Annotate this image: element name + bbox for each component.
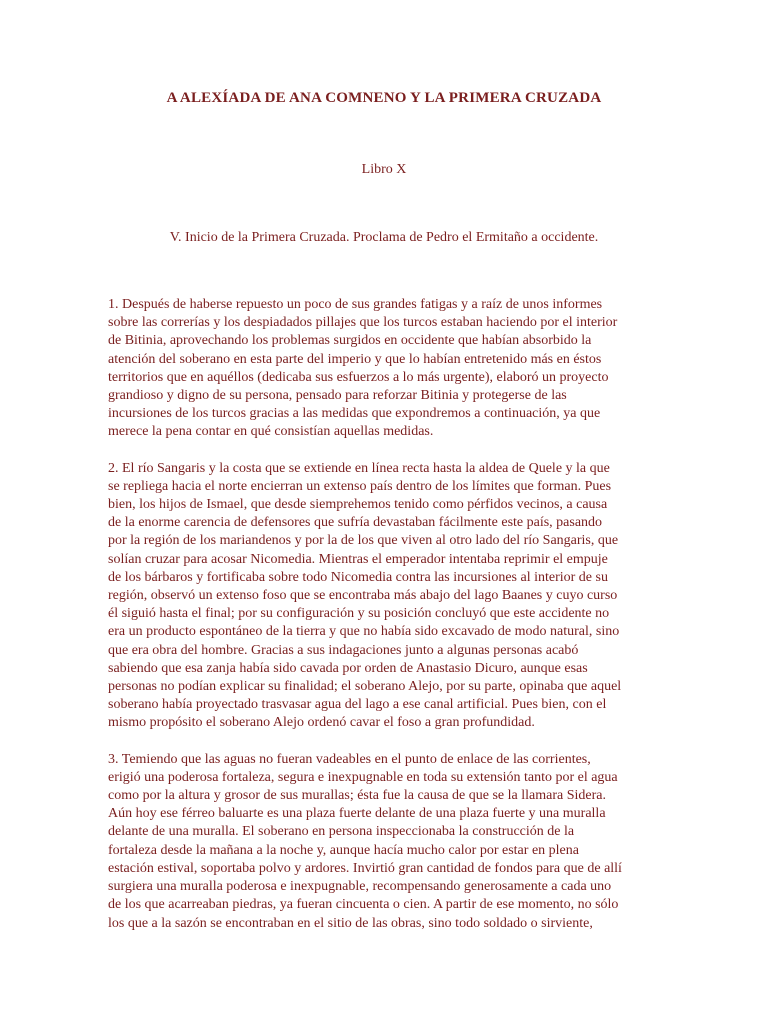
paragraph-line: 2. El río Sangaris y la costa que se extiende en línea recta hasta la aldea de Quele y la que: [108, 460, 610, 476]
paragraph-line: mismo propósito el soberano Alejo ordenó cavar el foso a gran profundidad.: [108, 715, 535, 731]
paragraph-line: de los bárbaros y fortificaba sobre todo Nicomedia contra las incursiones al interior de su: [108, 569, 608, 585]
section-heading: V. Inicio de la Primera Cruzada. Proclama de Pedro el Ermitaño a occidente.: [169, 230, 599, 245]
paragraph-line: sobre las correrías y los despiadados pillajes que los turcos estaban haciendo por el interior: [108, 315, 618, 331]
paragraph-line: territorios que en aquéllos (dedicaba sus esfuerzos a lo más urgente), elaboró un proyecto: [108, 369, 609, 385]
paragraph-line: 1. Después de haberse repuesto un poco de sus grandes fatigas y a raíz de unos informes: [108, 297, 603, 312]
paragraph-line: los que a la sazón se encontraban en el sitio de las obras, sino todo soldado o sirviente,: [108, 915, 593, 931]
paragraph-line: merece la pena contar en qué consistían aquellas medidas.: [108, 424, 434, 440]
document-title: A ALEXÍADA DE ANA COMNENO Y LA PRIMERA CRUZADA: [166, 90, 602, 106]
paragraph-line: erigió una poderosa fortaleza, segura e inexpugnable en toda su extensión tanto por el agua: [108, 769, 618, 785]
paragraph-line: soberano había proyectado trasvasar agua del lago a ese canal artificial. Pues bien, con el: [108, 697, 607, 713]
paragraph-line: de la enorme carencia de defensores que sufría devastaban fácilmente este país, pasando: [108, 515, 603, 531]
paragraph-line: fortaleza desde la mañana a la noche y, aunque hacía mucho calor por estar en plena: [108, 842, 579, 858]
paragraph: [108, 460, 660, 733]
paragraph-line: como por la altura y grosor de sus murallas; ésta fue la causa de que se la llamara Sidera.: [108, 788, 606, 804]
paragraph-line: sabiendo que esa zanja había sido cavada por orden de Anastasio Dicuro, aunque esas: [108, 660, 588, 676]
paragraph-line: solían cruzar para acosar Nicomedia. Mientras el emperador intentaba reprimir el empuje: [108, 551, 608, 567]
paragraph-line: bien, los hijos de Ismael, que desde siemprehemos tenido como pérfidos vecinos, a causa: [108, 497, 608, 513]
paragraph-line: de Bitinia, aprovechando los problemas surgidos en occidente que habían absorbido la: [108, 333, 592, 349]
paragraph-line: región, observó un extenso foso que se encontraba más abajo del lago Baanes y cuyo curso: [108, 588, 618, 604]
paragraph-line: delante de una muralla. El soberano en persona inspeccionaba la construcción de la: [108, 824, 575, 840]
paragraph: [108, 751, 660, 933]
paragraph-line: grandioso y digno de su persona, pensado para reforzar Bitinia y protegerse de las: [108, 388, 567, 404]
paragraph-line: atención del soberano en esta parte del imperio y que lo habían entretenido más en éstos: [108, 351, 602, 367]
paragraph-line: se repliega hacia el norte encierran un extenso país dentro de los límites que forman. Pues: [108, 478, 612, 494]
paragraph-line: que era obra del hombre. Gracias a sus indagaciones junto a algunas personas acabó: [108, 642, 579, 658]
paragraph-line: Aún hoy ese férreo baluarte es una plaza fuerte delante de una plaza fuerte y una muralla: [108, 806, 606, 822]
paragraph-line: incursiones de los turcos gracias a las medidas que expondremos a continuación, ya que: [108, 406, 601, 422]
paragraph-line: estación estival, soportaba polvo y ardores. Invirtió gran cantidad de fondos para que de allí: [108, 860, 622, 876]
paragraph-line: personas no podían explicar su finalidad; el soberano Alejo, por su parte, opinaba que aquel: [108, 679, 622, 695]
body-text: [108, 296, 660, 951]
paragraph-line: surgiera una muralla poderosa e inexpugnable, recompensando generosamente a cada uno: [108, 879, 612, 895]
book-label: Libro X: [361, 162, 407, 177]
paragraph-line: él siguió hasta el final; por su configuración y su posición concluyó que este accidente no: [108, 606, 610, 622]
paragraph-line: por la región de los mariandenos y por la de los que viven al otro lado del río Sangaris, que: [108, 533, 619, 549]
paragraph-line: de los que acarreaban piedras, ya fueran cincuenta o cien. A partir de ese momento, no sólo: [108, 897, 619, 913]
paragraph-line: 3. Temiendo que las aguas no fueran vadeables en el punto de enlace de las corrientes,: [108, 751, 591, 767]
paragraph-line: era un producto espontáneo de la tierra y que no había sido excavado de modo natural, sino: [108, 624, 620, 640]
paragraph: [108, 296, 660, 442]
